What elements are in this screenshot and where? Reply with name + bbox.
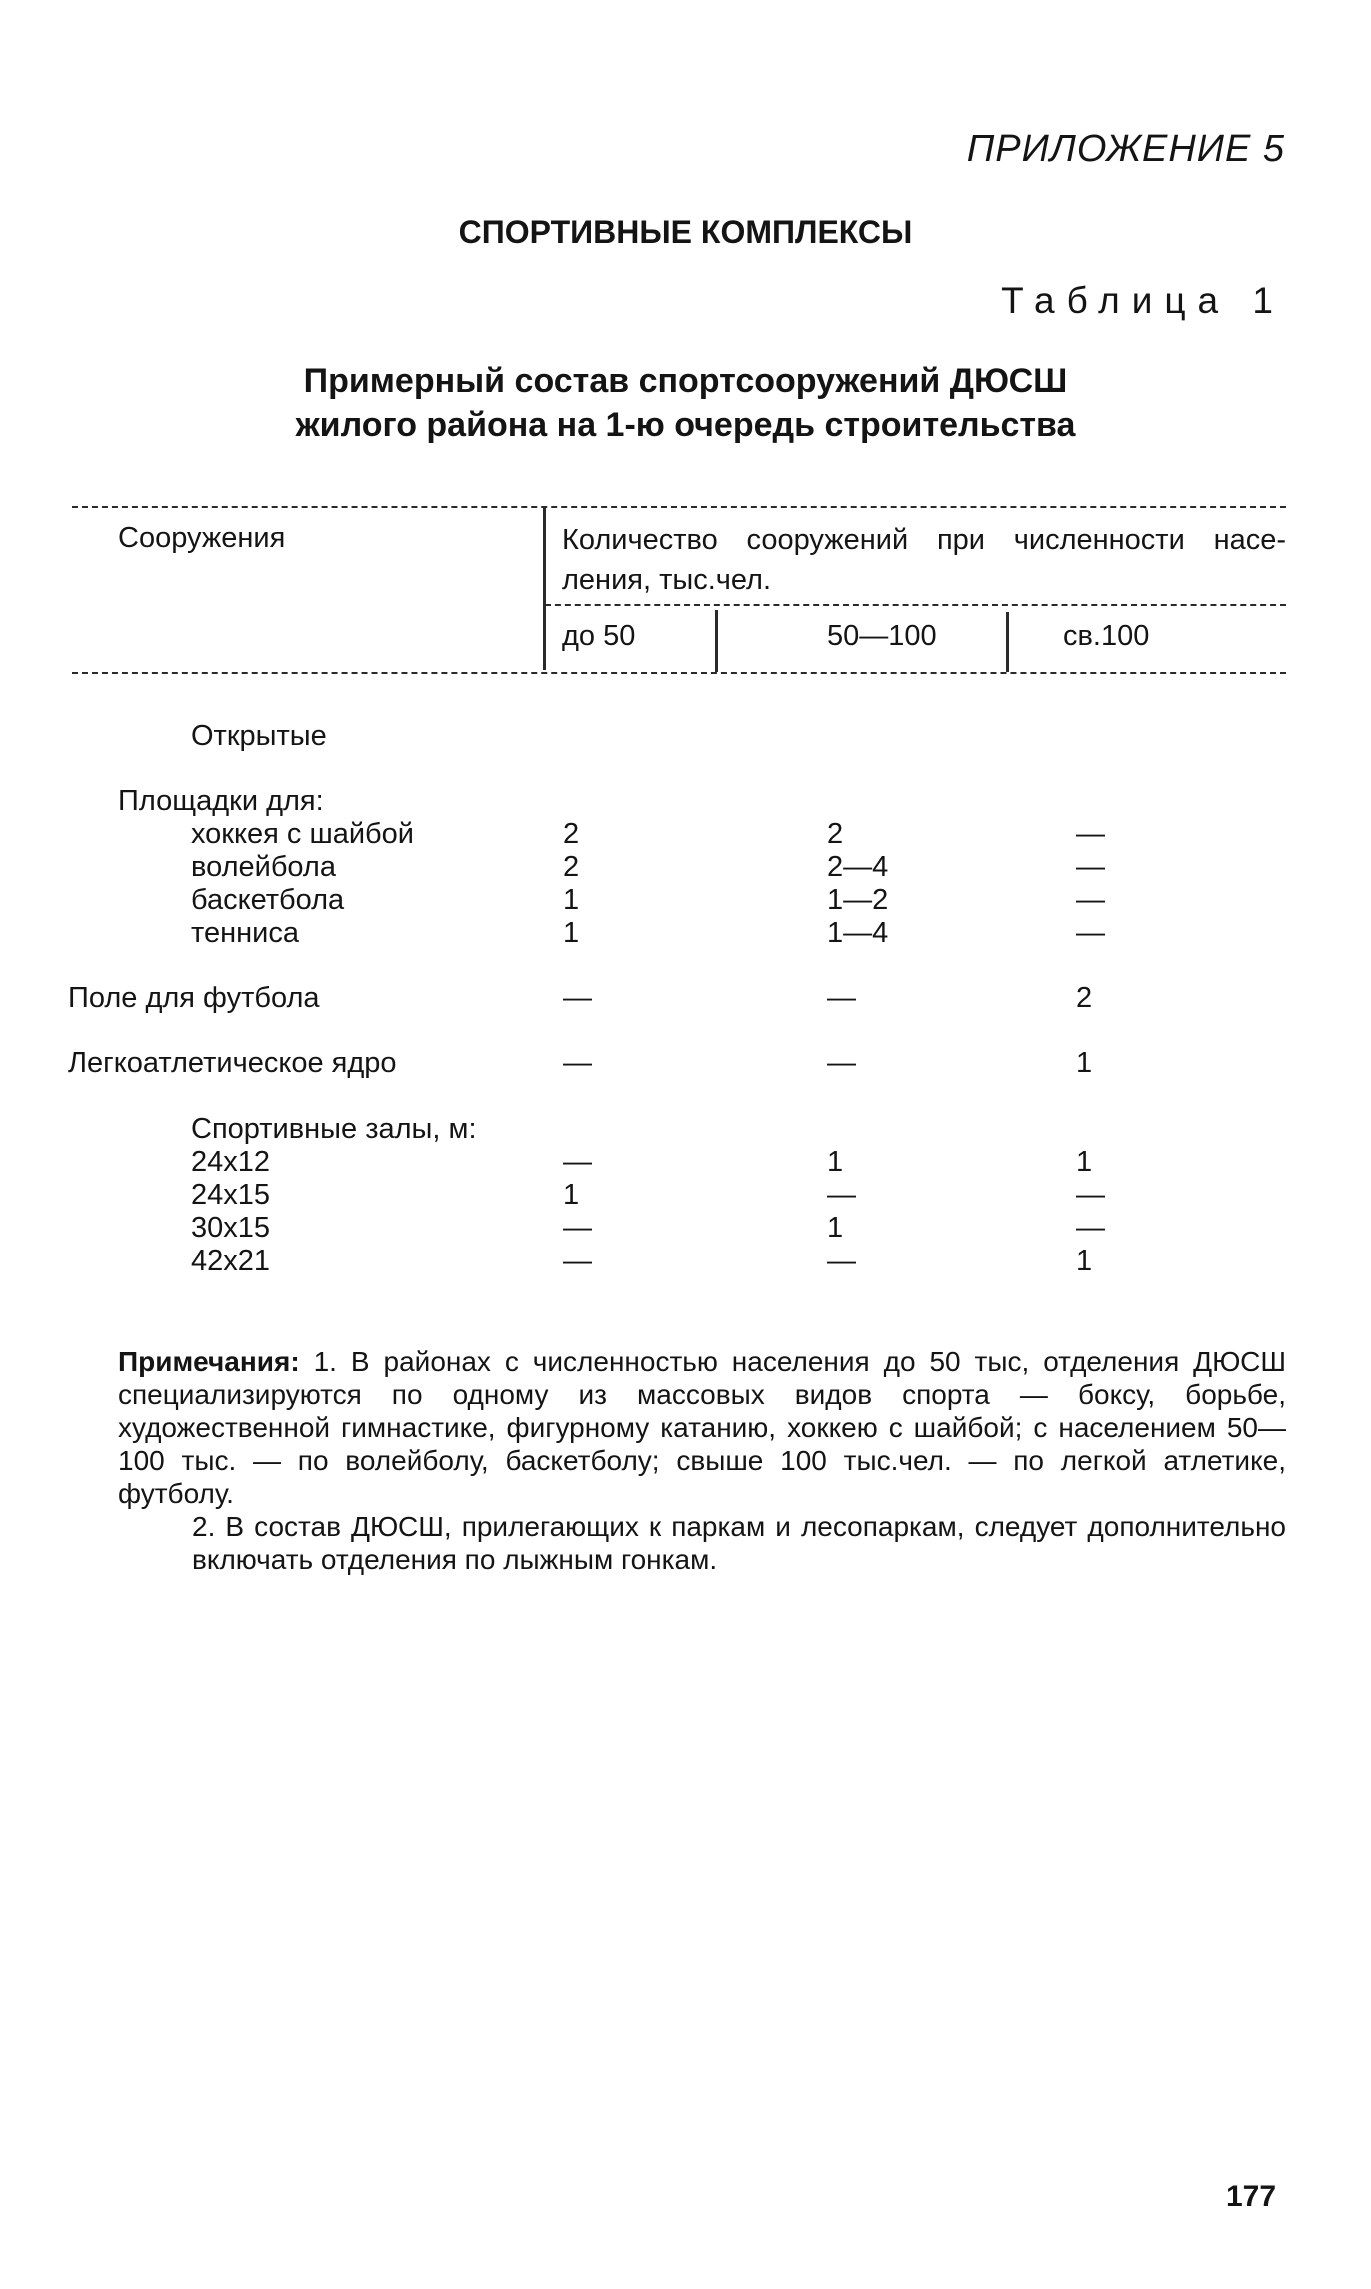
table-caption-line-1: Примерный состав спортсооружений ДЮСШ bbox=[303, 362, 1068, 400]
table-cell: — bbox=[563, 1047, 592, 1079]
row-label: 24х12 bbox=[191, 1146, 271, 1178]
row-label: Поле для футбола bbox=[68, 982, 320, 1014]
table-cell: — bbox=[1076, 1179, 1105, 1211]
table-cell: 2—4 bbox=[827, 851, 889, 883]
notes-heading: Примечания: bbox=[118, 1346, 300, 1377]
subheader-over-100: св.100 bbox=[1063, 620, 1150, 652]
note-2 bbox=[118, 1510, 1286, 1576]
table-cell: — bbox=[1076, 1212, 1105, 1244]
table-label: Таблица 1 bbox=[1001, 280, 1285, 321]
table-cell: 2 bbox=[563, 818, 580, 850]
table-cell: — bbox=[563, 982, 592, 1014]
notes bbox=[118, 1345, 1286, 1576]
table-cell: 1 bbox=[563, 917, 580, 949]
table-col-divider-2 bbox=[715, 610, 718, 672]
table-cell: — bbox=[1076, 884, 1105, 916]
row-label: 24х15 bbox=[191, 1179, 271, 1211]
header-quantity: Количество сооружений при численности насе- ления, тыс.чел. bbox=[562, 524, 1286, 596]
row-label: Легкоатлетическое ядро bbox=[68, 1047, 397, 1079]
table-cell: 1 bbox=[563, 884, 580, 916]
table-cell: — bbox=[563, 1212, 592, 1244]
page-number: 177 bbox=[1226, 2180, 1277, 2213]
section-title: СПОРТИВНЫЕ КОМПЛЕКСЫ bbox=[458, 214, 913, 250]
subheader-50-100: 50—100 bbox=[827, 620, 937, 652]
table-subheader-rule bbox=[545, 604, 1286, 606]
table-cell: 2 bbox=[1076, 982, 1093, 1014]
note-2-text: 2. В состав ДЮСШ, прилегающих к паркам и лесопаркам, следует дополнительно включать отделения по лыжным гонкам. bbox=[192, 1511, 1286, 1575]
row-label: тенниса bbox=[191, 917, 299, 949]
row-label: Площадки для: bbox=[118, 785, 324, 817]
row-label: баскетбола bbox=[191, 884, 345, 916]
table-cell: 1 bbox=[827, 1212, 844, 1244]
row-label: Спортивные залы, м: bbox=[191, 1113, 477, 1145]
appendix-label: ПРИЛОЖЕНИЕ 5 bbox=[966, 128, 1285, 170]
row-label: 42х21 bbox=[191, 1245, 271, 1277]
table-cell: — bbox=[827, 1179, 856, 1211]
subheader-up-to-50: до 50 bbox=[562, 620, 636, 652]
table-cell: — bbox=[1076, 818, 1105, 850]
row-label: Открытые bbox=[191, 720, 327, 752]
note-1-text: 1. В районах с численностью населения до 50 тыс, отделения ДЮСШ специализируются по одному из массовых видов спорта — боксу, борьбе, художественной гимнастике, фигурному катанию, хоккею с шайбой; с населением 50—100 тыс. — по волейболу, баскетболу; свыше 100 тыс.чел. — по легкой атлетике, футболу. bbox=[118, 1346, 1286, 1509]
table-cell: 1 bbox=[827, 1146, 844, 1178]
table-col-divider-1 bbox=[543, 506, 546, 670]
table-col-divider-3 bbox=[1006, 612, 1009, 672]
row-label: хоккея с шайбой bbox=[191, 818, 414, 850]
table-cell: — bbox=[827, 982, 856, 1014]
table-cell: 2 bbox=[563, 851, 580, 883]
table-cell: 1 bbox=[1076, 1245, 1093, 1277]
header-facilities: Сооружения bbox=[118, 522, 286, 554]
table-caption-line-2: жилого района на 1-ю очередь строительства bbox=[295, 406, 1076, 444]
table-cell: — bbox=[563, 1146, 592, 1178]
table-cell: — bbox=[827, 1047, 856, 1079]
table-cell: 2 bbox=[827, 818, 844, 850]
table-cell: 1—4 bbox=[827, 917, 889, 949]
row-label: волейбола bbox=[191, 851, 336, 883]
table-cell: — bbox=[827, 1245, 856, 1277]
table-cell: 1 bbox=[1076, 1047, 1093, 1079]
table-cell: 1 bbox=[1076, 1146, 1093, 1178]
table-cell: — bbox=[1076, 917, 1105, 949]
row-label: 30х15 bbox=[191, 1212, 271, 1244]
table-cell: 1 bbox=[563, 1179, 580, 1211]
table-header-bottom-rule bbox=[72, 672, 1286, 674]
table-cell: — bbox=[563, 1245, 592, 1277]
table-cell: — bbox=[1076, 851, 1105, 883]
table-top-rule bbox=[72, 506, 1286, 508]
note-1 bbox=[118, 1345, 1286, 1510]
table-cell: 1—2 bbox=[827, 884, 889, 916]
